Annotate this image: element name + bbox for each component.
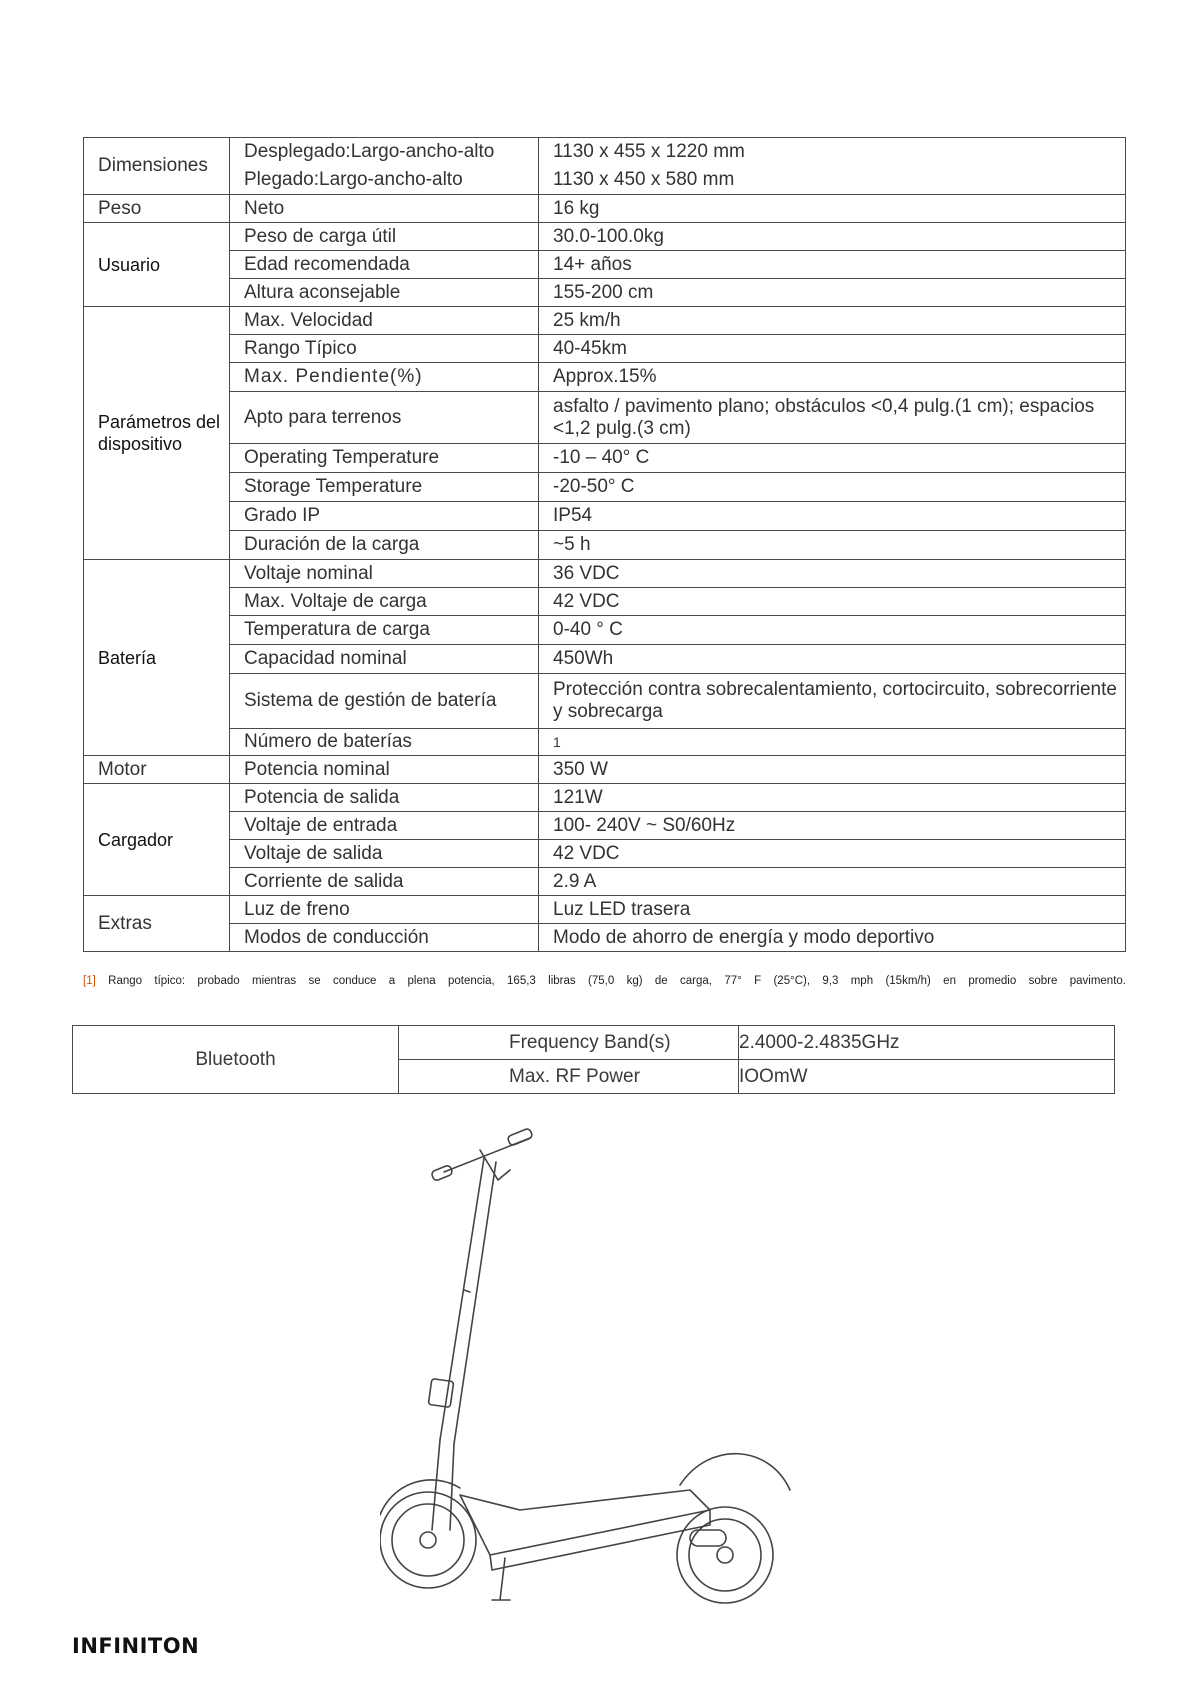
label-cell: Luz de freno [230, 896, 539, 924]
value-cell: 36 VDC [539, 560, 1126, 588]
label-cell: Edad recomendada [230, 251, 539, 279]
value-cell: 2.9 A [539, 868, 1126, 896]
table-row [84, 444, 1126, 473]
label-cell: Temperatura de carga [230, 616, 539, 645]
table-row [84, 674, 1126, 729]
deck [460, 1490, 710, 1555]
table-row [84, 560, 1126, 588]
label-cell: Apto para terrenos [230, 392, 539, 444]
table-row [84, 531, 1126, 560]
value-cell: Modo de ahorro de energía y modo deportivo [539, 924, 1126, 952]
table-row [84, 756, 1126, 784]
label-cell: Operating Temperature [230, 444, 539, 473]
bt-value: IOOmW [739, 1060, 1115, 1094]
bt-key: Frequency Band(s) [399, 1026, 739, 1060]
table-row [84, 335, 1126, 363]
table-row [84, 363, 1126, 392]
bt-key: Max. RF Power [399, 1060, 739, 1094]
label-cell: Sistema de gestión de batería [230, 674, 539, 729]
label-cell: Potencia de salida [230, 784, 539, 812]
value-cell: 450Wh [539, 645, 1126, 674]
label-cell [230, 138, 539, 195]
label-cell: Grado IP [230, 502, 539, 531]
row-value: 1130 x 450 x 580 mm [553, 169, 735, 190]
table-row [84, 195, 1126, 223]
value-cell: 0-40 ° C [539, 616, 1126, 645]
value-cell: 16 kg [539, 195, 1126, 223]
label-cell: Duración de la carga [230, 531, 539, 560]
row-label: Desplegado:Largo-ancho-alto [244, 141, 495, 162]
table-row [84, 896, 1126, 924]
table-row [84, 392, 1126, 444]
value-cell: 40-45km [539, 335, 1126, 363]
category-cell: Cargador [84, 784, 230, 896]
bluetooth-table [72, 1025, 1115, 1094]
value-cell: Luz LED trasera [539, 896, 1126, 924]
value-cell: 14+ años [539, 251, 1126, 279]
table-row [84, 223, 1126, 251]
label-cell: Altura aconsejable [230, 279, 539, 307]
table-row [84, 784, 1126, 812]
svg-text:INFINITON: INFINITON [72, 1634, 200, 1658]
label-cell: Max. Pendiente(%) [230, 363, 539, 392]
label-cell: Corriente de salida [230, 868, 539, 896]
label-cell: Voltaje nominal [230, 560, 539, 588]
table-row [84, 279, 1126, 307]
table-row [84, 729, 1126, 756]
label-cell: Voltaje de salida [230, 840, 539, 868]
table-row [73, 1026, 1115, 1060]
row-label: Plegado:Largo-ancho-alto [244, 169, 463, 190]
category-cell: Peso [84, 195, 230, 223]
value-cell [539, 138, 1126, 195]
table-row [84, 307, 1126, 335]
label-cell: Voltaje de entrada [230, 812, 539, 840]
infiniton-logo [72, 1632, 212, 1658]
spec-table [83, 137, 1126, 952]
value-cell: 1 [539, 729, 1126, 756]
category-cell: Motor [84, 756, 230, 784]
table-row [84, 645, 1126, 674]
value-cell: 350 W [539, 756, 1126, 784]
table-row [84, 840, 1126, 868]
value-cell: Approx.15% [539, 363, 1126, 392]
row-value: 1130 x 455 x 1220 mm [553, 141, 745, 162]
scooter-illustration [380, 1110, 840, 1630]
label-cell: Capacidad nominal [230, 645, 539, 674]
value-cell: Protección contra sobrecalentamiento, cortocircuito, sobrecorriente y sobrecarga [539, 674, 1126, 729]
table-row [84, 473, 1126, 502]
value-cell: 100- 240V ~ S0/60Hz [539, 812, 1126, 840]
table-row [84, 812, 1126, 840]
category-cell: Parámetros del dispositivo [84, 307, 230, 560]
table-row [84, 138, 1126, 195]
table-row [84, 251, 1126, 279]
table-row [84, 616, 1126, 645]
label-cell: Peso de carga útil [230, 223, 539, 251]
label-cell: Max. Voltaje de carga [230, 588, 539, 616]
label-cell: Número de baterías [230, 729, 539, 756]
bt-value: 2.4000-2.4835GHz [739, 1026, 1115, 1060]
bluetooth-label: Bluetooth [73, 1026, 399, 1094]
value-cell: IP54 [539, 502, 1126, 531]
label-cell: Rango Típico [230, 335, 539, 363]
rear-fender [680, 1454, 790, 1490]
category-cell: Batería [84, 560, 230, 756]
value-cell: asfalto / pavimento plano; obstáculos <0,4 pulg.(1 cm); espacios <1,2 pulg.(3 cm) [539, 392, 1126, 444]
front-wheel [380, 1492, 476, 1588]
label-cell: Modos de conducción [230, 924, 539, 952]
table-row [84, 924, 1126, 952]
label-cell: Storage Temperature [230, 473, 539, 502]
value-cell: ~5 h [539, 531, 1126, 560]
label-cell: Potencia nominal [230, 756, 539, 784]
value-cell: 42 VDC [539, 840, 1126, 868]
footnote-text: Rango típico: probado mientras se conduce a plena potencia, 165,3 libras (75,0 kg) de carga, 77° F (25°C), 9,3 mph (15km/h) en promedio sobre pavimento. [108, 975, 1126, 987]
value-cell: -10 – 40° C [539, 444, 1126, 473]
category-cell: Usuario [84, 223, 230, 307]
table-row [84, 502, 1126, 531]
category-cell: Dimensiones [84, 138, 230, 195]
category-cell: Extras [84, 896, 230, 952]
rear-wheel [677, 1507, 773, 1603]
value-cell: 155-200 cm [539, 279, 1126, 307]
label-cell: Neto [230, 195, 539, 223]
table-row [84, 868, 1126, 896]
value-cell: -20-50° C [539, 473, 1126, 502]
value-cell: 30.0-100.0kg [539, 223, 1126, 251]
table-row [84, 588, 1126, 616]
value-cell: 25 km/h [539, 307, 1126, 335]
footnote [83, 975, 1126, 987]
label-cell: Max. Velocidad [230, 307, 539, 335]
footnote-ref: [1] [83, 975, 96, 987]
value-cell: 121W [539, 784, 1126, 812]
stem [440, 1158, 484, 1440]
value-cell: 42 VDC [539, 588, 1126, 616]
